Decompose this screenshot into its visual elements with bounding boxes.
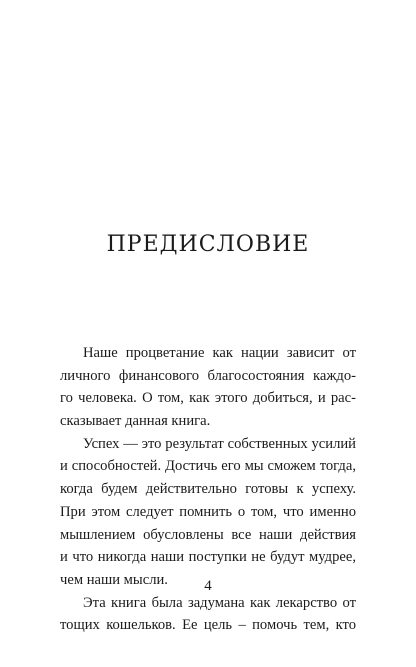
paragraph-2-line-7: чем наши мысли. <box>60 571 168 588</box>
paragraph-2-line-2: и способностей. Достичь его мы сможем тогда, <box>60 458 356 475</box>
paragraph-1-line-2: личного финансового благосостояния каждо- <box>60 367 356 384</box>
paragraph-1-line-4: сказывает данная книга. <box>60 413 211 430</box>
paragraph-2-line-5: мышлением обусловлены все наши действия <box>60 526 356 543</box>
paragraph-2-line-3: когда будем действительно готовы к успеху. <box>60 481 356 498</box>
chapter-heading: ПРЕДИСЛОВИЕ <box>106 232 310 257</box>
paragraph-2-line-4: При этом следует помнить о том, что именно <box>60 503 356 520</box>
paragraph-1-line-1: Наше процветание как нации зависит от <box>83 345 356 361</box>
page-number: 4 <box>204 578 212 594</box>
paragraph-1-line-3: го человека. О том, как этого добиться, и рас- <box>60 390 356 407</box>
paragraph-3-line-2: тощих кошельков. Ее цель – помочь тем, кто <box>60 617 356 634</box>
paragraph-2-line-1: Успех — это результат собственных усилий <box>83 435 356 452</box>
paragraph-3-line-1: Эта книга была задумана как лекарство от <box>83 594 356 611</box>
paragraph-2-line-6: и что никогда наши поступки не будут мудрее, <box>60 549 356 566</box>
